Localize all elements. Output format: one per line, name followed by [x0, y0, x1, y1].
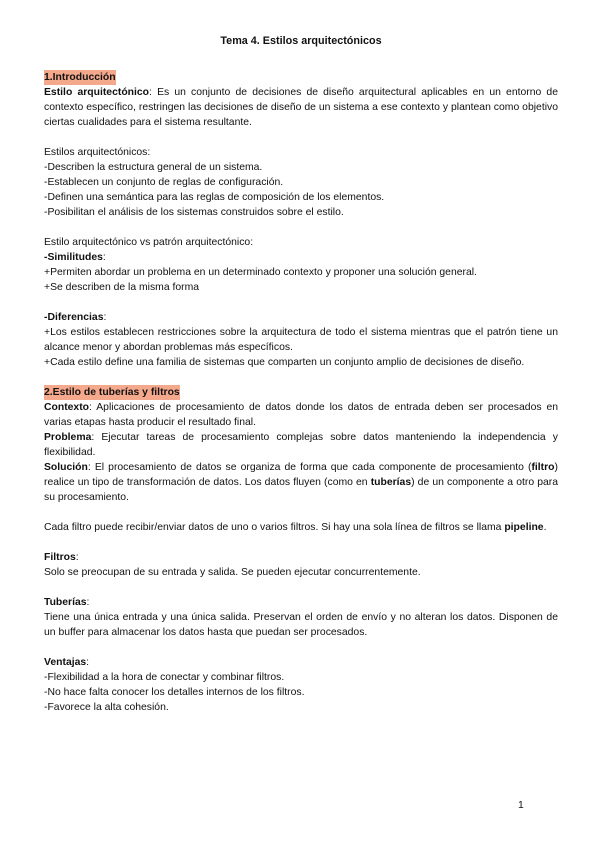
problema-paragraph [44, 430, 558, 460]
ventajas-label-line [44, 655, 558, 670]
solucion-text: : El procesamiento de datos se organiza de forma que cada componente de procesamiento ( [87, 462, 532, 473]
definition-text: : Es un conjunto de decisiones de diseño arquitectural aplicables en un entorno de contexto específico, restringen las decisiones de diseño de un sistema a ese contexto y plantean como objetivo ciertas cualidades para el sistema resultante. [44, 87, 558, 128]
problema-text: : Ejecutar tareas de procesamiento complejas sobre datos manteniendo la independencia y flexibilidad. [44, 432, 558, 458]
spacer [44, 535, 558, 550]
list-item: -Flexibilidad a la hora de conectar y combinar filtros. [44, 672, 285, 683]
filtro-term: filtro [531, 462, 555, 473]
similitudes-label-line [44, 250, 558, 265]
list-item: -Favorece la alta cohesión. [44, 702, 169, 713]
ventajas-label: Ventajas [44, 657, 87, 668]
contexto-term: Contexto [44, 402, 90, 413]
page-title: Tema 4. Estilos arquitectónicos [220, 35, 382, 47]
solucion-text: ) realice un tipo de transformación de datos. Los datos fluyen (como en [44, 462, 558, 488]
page-number: 1 [518, 800, 524, 811]
page-content [44, 34, 558, 715]
problema-term: Problema [44, 432, 92, 443]
period: . [543, 522, 547, 533]
spacer [44, 505, 558, 520]
colon: : [86, 657, 90, 668]
spacer [44, 295, 558, 310]
tuberias-label-line [44, 595, 558, 610]
diferencias-label-line [44, 310, 558, 325]
list-item: +Cada estilo define una familia de sistemas que comparten un conjunto amplio de decisiones de diseño. [44, 357, 525, 368]
similitudes-label: -Similitudes [44, 252, 103, 263]
tuberias-term: tuberías [370, 477, 412, 488]
filtros-text: Solo se preocupan de su entrada y salida. Se pueden ejecutar concurrentemente. [44, 567, 421, 578]
spacer [44, 220, 558, 235]
pipeline-text: Cada filtro puede recibir/enviar datos de uno o varios filtros. Si hay una sola línea de filtros se llama [44, 522, 505, 533]
section-2-heading: 2.Estilo de tuberías y filtros [44, 387, 180, 398]
solucion-text: ) de un componente a otro para su procesamiento. [44, 477, 558, 503]
spacer [44, 580, 558, 595]
list-item: +Se describen de la misma forma [44, 282, 200, 293]
filtros-label-line [44, 550, 558, 565]
list-item: -Posibilitan el análisis de los sistemas construidos sobre el estilo. [44, 207, 344, 218]
list-item: -Describen la estructura general de un sistema. [44, 162, 263, 173]
definition-term: Estilo arquitectónico [44, 87, 150, 98]
section-1-heading: 1.Introducción [44, 72, 116, 83]
contexto-paragraph [44, 400, 558, 430]
section-2 [44, 385, 558, 400]
list-item: +Permiten abordar un problema en un determinado contexto y proponer una solución general. [44, 267, 477, 278]
solucion-term: Solución [44, 462, 88, 473]
spacer [44, 370, 558, 385]
filtros-label: Filtros [44, 552, 76, 563]
solucion-paragraph [44, 460, 558, 505]
list-item: -No hace falta conocer los detalles internos de los filtros. [44, 687, 305, 698]
list-item: -Establecen un conjunto de reglas de configuración. [44, 177, 284, 188]
contexto-text: : Aplicaciones de procesamiento de datos donde los datos de entrada deben ser procesados en varias etapas hasta producir el resultado final. [44, 402, 558, 428]
tuberias-label: Tuberías [44, 597, 87, 608]
estilos-intro: Estilos arquitectónicos: [44, 147, 151, 158]
diferencias-label: -Diferencias [44, 312, 104, 323]
vs-intro: Estilo arquitectónico vs patrón arquitectónico: [44, 237, 254, 248]
spacer [44, 640, 558, 655]
pipeline-paragraph [44, 520, 558, 535]
colon: : [86, 597, 90, 608]
pipeline-term: pipeline [504, 522, 544, 533]
tuberias-text: Tiene una única entrada y una única salida. Preservan el orden de envío y no alteran los datos. Disponen de un buffer para almacenar los datos hasta que puedan ser procesados. [44, 612, 558, 638]
colon: : [102, 252, 106, 263]
section-1 [44, 70, 558, 85]
spacer [44, 130, 558, 145]
list-item: -Definen una semántica para las reglas de composición de los elementos. [44, 192, 385, 203]
definition-paragraph [44, 85, 558, 130]
colon: : [103, 312, 107, 323]
list-item: +Los estilos establecen restricciones sobre la arquitectura de todo el sistema mientras que el patrón tiene un alcance menor y abordan problemas más específicos. [44, 327, 558, 353]
colon: : [75, 552, 79, 563]
